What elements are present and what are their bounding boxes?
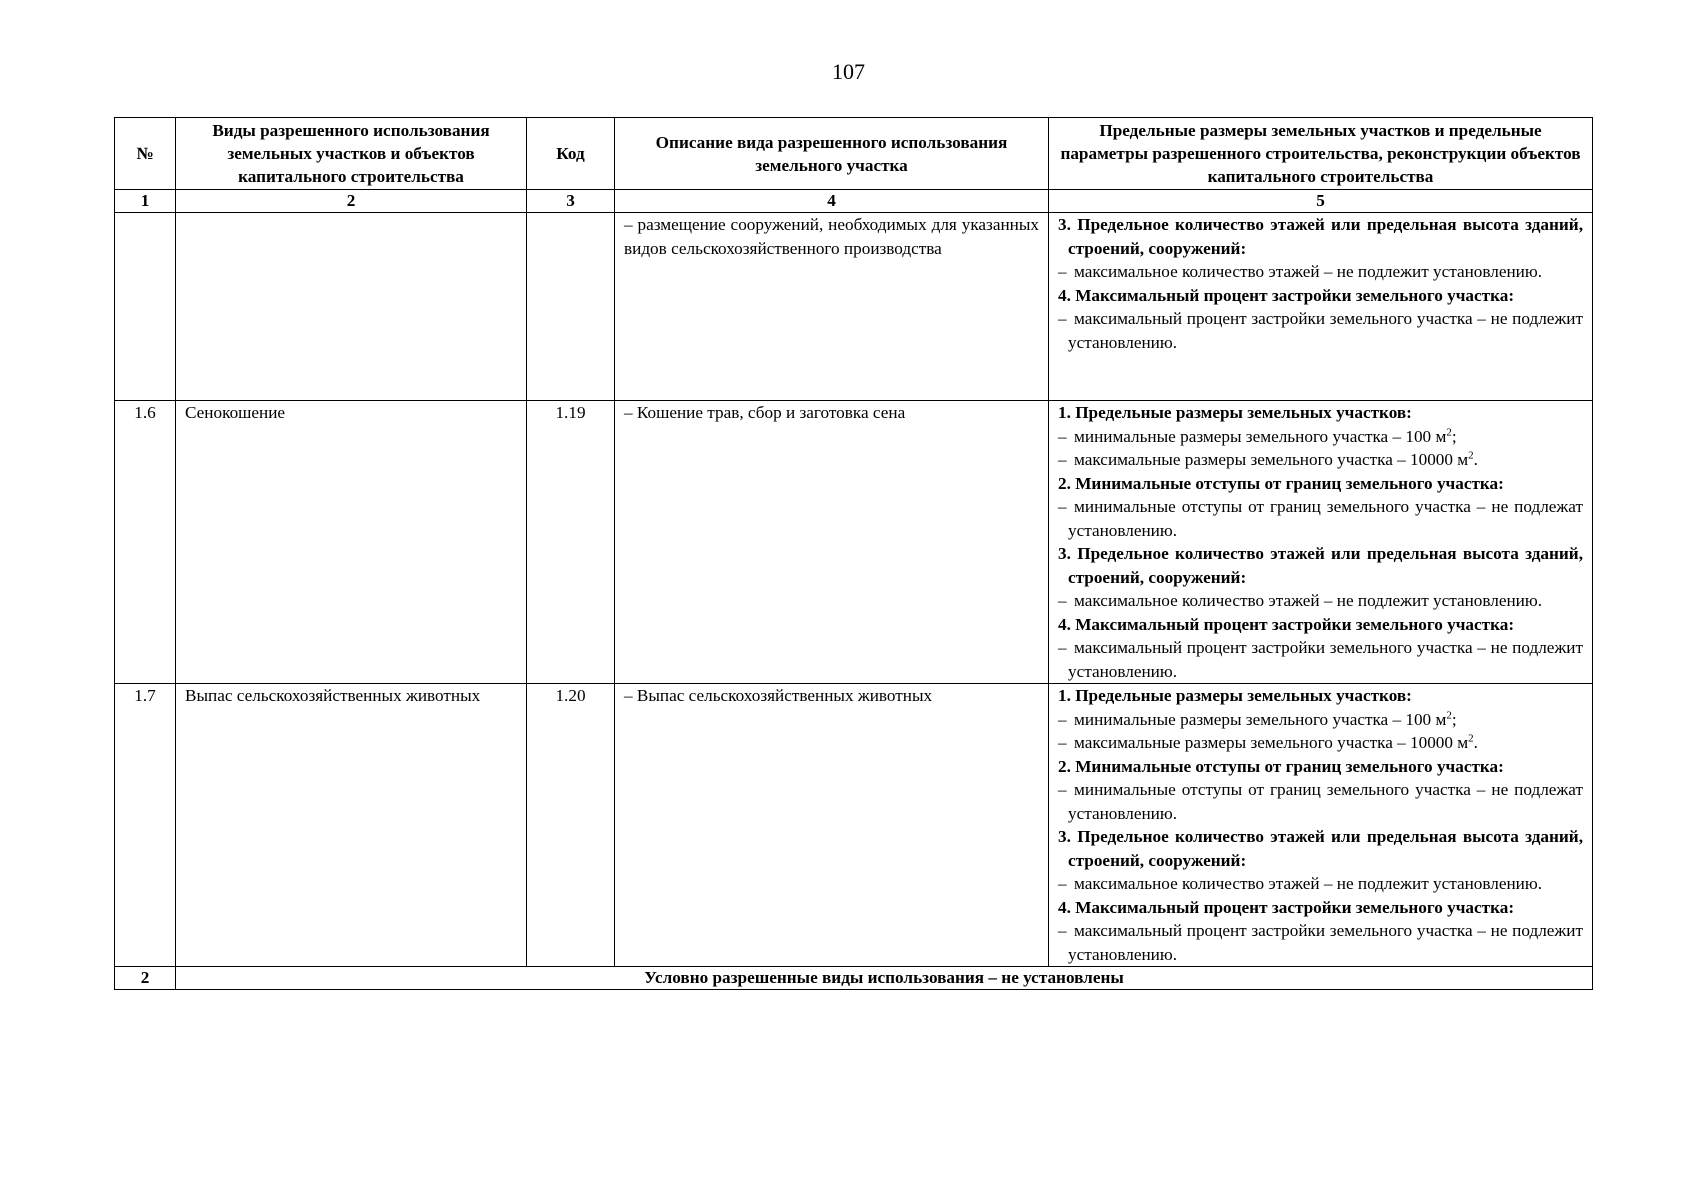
use-type-cell (176, 213, 527, 401)
param-item: – минимальные отступы от границ земельного участка – не подлежат установлению. (1058, 497, 1583, 540)
param-item: – максимальный процент застройки земельного участка – не подлежит установлению. (1058, 638, 1583, 681)
land-use-regulations-table (114, 117, 1593, 990)
param-item: – максимальные размеры земельного участка – 10000 $м^2$. (1058, 731, 1583, 755)
dash-mark: – (1058, 497, 1067, 516)
group-number-cell: 2 (115, 967, 176, 990)
row-number-cell: 1.6 (115, 401, 176, 684)
dash-mark: – (1058, 709, 1067, 729)
table-row (115, 213, 1593, 401)
table-row (115, 401, 1593, 684)
param-item: – максимальное количество этажей – не подлежит установлению. (1058, 872, 1583, 896)
header-use-type: Виды разрешенного использования земельных участков и объектов капитального строительства (176, 118, 527, 190)
row-number-cell (115, 213, 176, 401)
code-cell: 1.19 (527, 401, 615, 684)
header-limits: Предельные размеры земельных участков и предельные параметры разрешенного строительства, реконструкции объектов капитального строительства (1049, 118, 1593, 190)
code-cell (527, 213, 615, 401)
use-type-cell: Выпас сельскохозяйственных животных (176, 684, 527, 967)
param-item: – минимальные размеры земельного участка – 100 $м^2$; (1058, 425, 1583, 449)
description-cell: – Выпас сельскохозяйственных животных (615, 684, 1049, 967)
column-number: 5 (1049, 190, 1593, 213)
param-title: 3. Предельное количество этажей или предельная высота зданий, строений, сооружений: (1058, 827, 1583, 870)
dash-mark: – (1058, 426, 1067, 446)
param-item: – максимальные размеры земельного участка – 10000 $м^2$. (1058, 448, 1583, 472)
dash-mark: – (1058, 450, 1067, 469)
param-title: 4. Максимальный процент застройки земельного участка: (1058, 614, 1515, 634)
dash-mark: – (1058, 591, 1067, 610)
dash-mark: – (1058, 309, 1067, 328)
column-number: 2 (176, 190, 527, 213)
header-row (115, 118, 1593, 190)
dash-mark: – (1058, 638, 1067, 657)
group-text-cell: Условно разрешенные виды использования – не установлены (176, 967, 1593, 990)
limits-cell (1049, 401, 1593, 684)
param-title: 1. Предельные размеры земельных участков: (1058, 686, 1412, 705)
code-cell: 1.20 (527, 684, 615, 967)
group-row (115, 967, 1593, 990)
param-item: – минимальные отступы от границ земельного участка – не подлежат установлению. (1058, 780, 1583, 823)
header-description: Описание вида разрешенного использования земельного участка (615, 118, 1049, 190)
description-cell (615, 213, 1049, 401)
superscript: 2 (1468, 449, 1474, 462)
description-cell: – Кошение трав, сбор и заготовка сена (615, 401, 1049, 684)
column-number: 3 (527, 190, 615, 213)
dash-mark: – (1058, 733, 1067, 752)
description-text: – размещение сооружений, необходимых для указанных видов сельскохозяйственного производства (624, 215, 1039, 258)
dash-mark: – (1058, 874, 1067, 893)
column-number: 4 (615, 190, 1049, 213)
header-code: Код (527, 118, 615, 190)
param-title: 4. Максимальный процент застройки земельного участка: (1058, 285, 1515, 305)
column-number-row (115, 190, 1593, 213)
param-item: – максимальное количество этажей – не подлежит установлению. (1058, 589, 1583, 613)
table-row (115, 684, 1593, 967)
superscript: 2 (1468, 732, 1474, 745)
param-title: 2. Минимальные отступы от границ земельного участка: (1058, 473, 1504, 493)
use-type-cell: Сенокошение (176, 401, 527, 684)
param-item: – минимальные размеры земельного участка – 100 $м^2$; (1058, 708, 1583, 732)
param-item: – максимальное количество этажей – не подлежит установлению. (1058, 260, 1583, 284)
param-title: 2. Минимальные отступы от границ земельного участка: (1058, 756, 1504, 776)
header-number: № (115, 118, 176, 190)
dash-mark: – (1058, 780, 1067, 799)
dash-mark: – (1058, 921, 1067, 940)
limits-cell (1049, 684, 1593, 967)
dash-mark: – (1058, 262, 1067, 281)
param-title: 3. Предельное количество этажей или предельная высота зданий, строений, сооружений: (1058, 215, 1583, 258)
param-title: 1. Предельные размеры земельных участков: (1058, 403, 1412, 422)
param-title: 4. Максимальный процент застройки земельного участка: (1058, 897, 1515, 917)
param-item: – максимальный процент застройки земельного участка – не подлежит установлению. (1058, 309, 1583, 352)
superscript: 2 (1446, 708, 1452, 721)
limits-cell (1049, 213, 1593, 401)
param-item: – максимальный процент застройки земельного участка – не подлежит установлению. (1058, 921, 1583, 964)
row-number-cell: 1.7 (115, 684, 176, 967)
column-number: 1 (115, 190, 176, 213)
superscript: 2 (1446, 425, 1452, 438)
param-title: 3. Предельное количество этажей или предельная высота зданий, строений, сооружений: (1058, 544, 1583, 587)
page-number: 107 (832, 59, 865, 84)
